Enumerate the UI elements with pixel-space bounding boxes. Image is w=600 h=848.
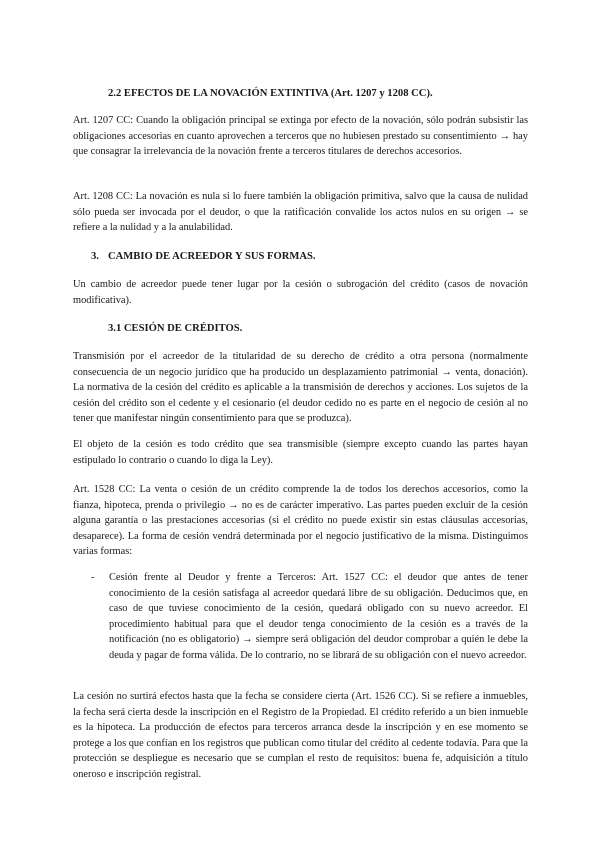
- paragraph-cambio-acreedor: Un cambio de acreedor puede tener lugar por la cesión o subrogación del crédito (casos de novación modificativa).: [73, 279, 528, 306]
- section-title: CAMBIO DE ACREEDOR Y SUS FORMAS.: [108, 251, 316, 262]
- paragraph-art-1208: Art. 1208 CC: La novación es nula si lo fuere también la obligación primitiva, salvo que la causa de nulidad sólo pueda ser invocada por el deudor, o que la ratificación convalide los actos nulos en su origen → se refiere a la nulidad y a la anulabilidad.: [73, 191, 528, 234]
- section-heading-3: [91, 249, 316, 265]
- section-heading-2-2: 2.2 EFECTOS DE LA NOVACIÓN EXTINTIVA (Art. 1207 y 1208 CC).: [108, 88, 433, 99]
- paragraph-objeto-cesion: El objeto de la cesión es todo crédito que sea transmisible (siempre excepto cuando las partes hayan estipulado lo contrario o cuando lo diga la Ley).: [73, 439, 528, 466]
- bullet-item-cesion-deudor: Cesión frente al Deudor y frente a Terceros: Art. 1527 CC: el deudor que antes de tener conocimiento de la cesión satisfaga al acreedor quedará libre de su obligación. Deducimos que, en caso de que tuviese conocimiento de la cesión, quedará obligado con su nuevo acreedor. El procedimiento habitual para que el deudor tenga conocimiento de la cesión es a través de la notificación (no es obligatorio) → siempre será obligación del deudor comprobar a quién le debe la deuda y pagar de forma válida. De lo contrario, no se librará de su obligación con el nuevo acreedor.: [109, 572, 528, 661]
- section-heading-3-1: 3.1 CESIÓN DE CRÉDITOS.: [108, 323, 243, 334]
- section-number: 3.: [91, 251, 99, 262]
- bullet-marker: -: [91, 572, 95, 583]
- paragraph-art-1528: Art. 1528 CC: La venta o cesión de un crédito comprende la de todos los derechos accesorios, como la fianza, hipoteca, prenda o privilegio → no es de carácter imperativo. Las partes pueden excluir de la cesión alguna garantía o las prestaciones accesorias (si el crédito no puede existir sin estas cláusulas accesorias, desaparece). La forma de cesión vendrá determinada por el negocio justificativo de la misma. Distinguimos varias formas:: [73, 484, 528, 558]
- paragraph-transmision: Transmisión por el acreedor de la titularidad de su derecho de crédito a otra persona (normalmente consecuencia de un negocio jurídico que ha producido un desplazamiento patrimonial → venta, donación). La normativa de la cesión del crédito es aplicable a la transmisión de derechos y acciones. Los sujetos de la cesión del crédito son el cedente y el cesionario (el deudor cedido no es parte en el negocio de cesión al no tener que manifestar ningún consentimiento para que se produzca).: [73, 351, 528, 425]
- paragraph-art-1526: La cesión no surtirá efectos hasta que la fecha se considere cierta (Art. 1526 CC). Si se refiere a inmuebles, la fecha será cierta desde la inscripción en el Registro de la Propiedad. El crédito referido a un bien inmueble es la hipoteca. La producción de efectos para terceros arranca desde la inscripción y en ese momento se protege a los que confían en los registros que publican como titular del crédito al cedente todavía. Para que la protección se despliegue es necesario que se cumplan el resto de requisitos: buena fe, adquisición a título oneroso e inscripción registral.: [73, 691, 528, 780]
- paragraph-art-1207: Art. 1207 CC: Cuando la obligación principal se extinga por efecto de la novación, sólo podrán subsistir las obligaciones accesorias en cuanto aprovechen a terceros que no hubiesen prestado su consentimiento → hay que consagrar la irrelevancia de la novación frente a terceros titulares de derechos accesorios.: [73, 115, 528, 158]
